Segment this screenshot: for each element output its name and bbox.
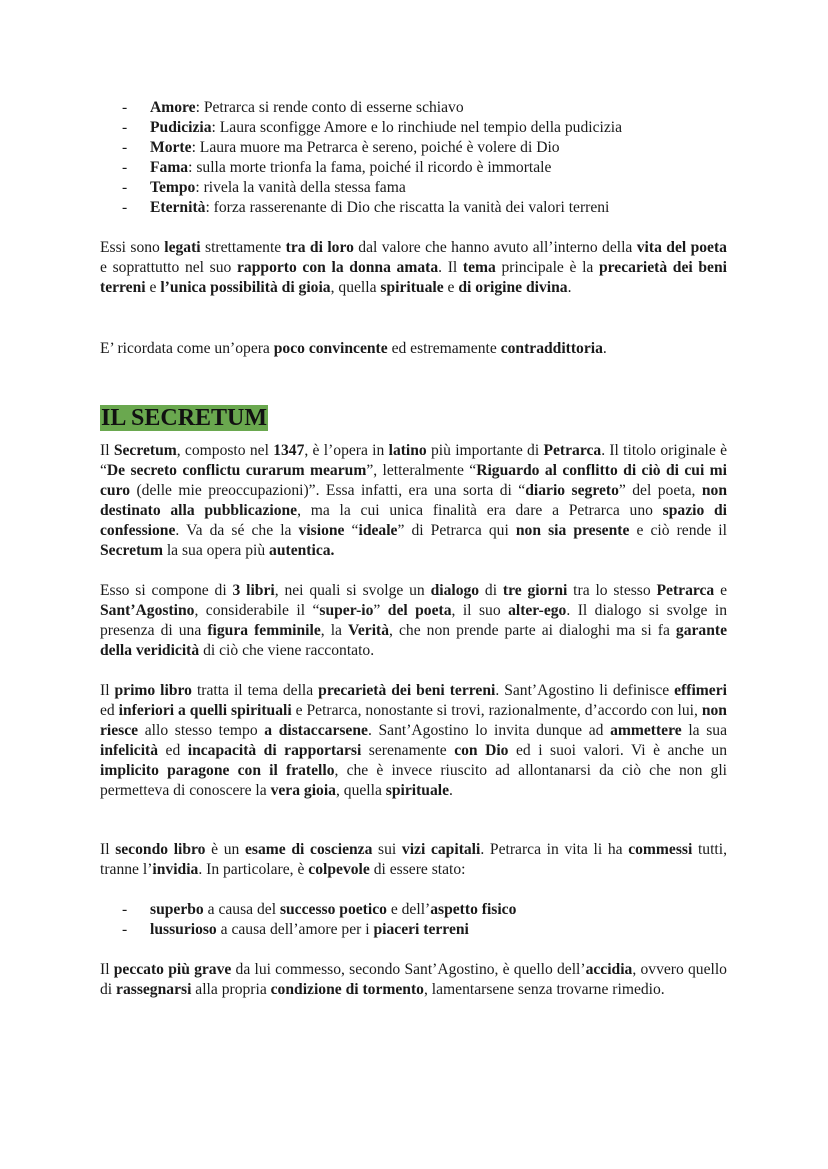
item-term: Amore xyxy=(150,99,196,116)
item-text: : Laura muore ma Petrarca è sereno, poiché è volere di Dio xyxy=(191,139,560,156)
section-heading: IL SECRETUM xyxy=(101,405,268,431)
trionfi-list xyxy=(100,98,740,218)
paragraph-secretum xyxy=(100,441,727,561)
bold-text: latino xyxy=(388,442,427,459)
text-run: . Petrarca in vita li ha xyxy=(480,841,629,858)
list-item xyxy=(100,178,740,198)
text-run: a causa dell’amore per i xyxy=(216,921,374,938)
bold-text: tra di loro xyxy=(285,239,354,256)
bold-text: colpevole xyxy=(308,861,370,878)
item-text xyxy=(150,901,516,918)
bold-text: l’unica possibilità di gioia xyxy=(160,279,331,296)
text-run: , nei quali si svolge un xyxy=(274,582,431,599)
text-run: la sua xyxy=(681,722,728,739)
bold-text: contraddittoria xyxy=(500,340,603,357)
text-run: e Petrarca, nonostante si trovi, razionalmente, d’accordo con lui, xyxy=(291,702,702,719)
list-item xyxy=(100,900,740,920)
bold-text: precarietà dei beni terreni xyxy=(318,682,496,699)
bold-text: rassegnarsi xyxy=(116,981,192,998)
list-item xyxy=(100,158,740,178)
list-item xyxy=(100,198,740,218)
text-run: , ovvero quello di xyxy=(100,961,727,998)
bold-text: alter-ego xyxy=(508,602,567,619)
text-run: Il xyxy=(100,682,115,699)
bold-text: commessi xyxy=(628,841,693,858)
bold-text: superbo xyxy=(150,901,204,918)
text-run: “ xyxy=(344,522,359,539)
text-run: ed xyxy=(158,742,188,759)
text-run: . Sant’Agostino li definisce xyxy=(495,682,675,699)
text-run: Il xyxy=(100,841,116,858)
bold-text: spirituale xyxy=(380,279,444,296)
text-run: e dell’ xyxy=(386,901,431,918)
bullet-dash: - xyxy=(122,139,128,156)
bold-text: poco convincente xyxy=(273,340,388,357)
text-run: da lui commesso, secondo Sant’Agostino, è quello dell’ xyxy=(231,961,586,978)
text-run: . Va da sé che la xyxy=(175,522,299,539)
bold-text: non sia presente xyxy=(515,522,630,539)
text-run: a causa del xyxy=(203,901,280,918)
text-run: allo stesso tempo xyxy=(138,722,265,739)
text-run: Esso si compone di xyxy=(100,582,233,599)
bold-text: ammettere xyxy=(610,722,682,739)
item-term: Eternità xyxy=(150,199,206,216)
bold-text: non destinato alla pubblicazione xyxy=(100,482,727,519)
bullet-dash: - xyxy=(122,921,128,938)
text-run: , quella xyxy=(330,279,381,296)
text-run: ” del poeta, xyxy=(618,482,702,499)
bold-text: super-io xyxy=(319,602,374,619)
bullet-dash: - xyxy=(122,99,128,116)
bold-text: Petrarca xyxy=(656,582,715,599)
text-run: serenamente xyxy=(361,742,455,759)
bullet-dash: - xyxy=(122,119,128,136)
bold-text: vera gioia xyxy=(270,782,336,799)
bold-text: lussurioso xyxy=(150,921,217,938)
text-run: . In particolare, è xyxy=(198,861,309,878)
item-text: : Petrarca si rende conto di esserne schiavo xyxy=(195,99,464,116)
bold-text: dialogo xyxy=(430,582,480,599)
bold-text: Secretum xyxy=(100,542,163,559)
bullet-dash: - xyxy=(122,179,128,196)
text-run: tratta il tema della xyxy=(191,682,319,699)
bold-text: tre giorni xyxy=(502,582,568,599)
bullet-dash: - xyxy=(122,159,128,176)
text-run: . xyxy=(602,340,607,357)
text-run: , lamentarsene senza trovarne rimedio. xyxy=(423,981,665,998)
bold-text: implicito paragone con il fratello xyxy=(100,762,335,779)
bold-text: condizione di tormento xyxy=(270,981,424,998)
bold-text: primo libro xyxy=(114,682,192,699)
text-run: e soprattutto nel suo xyxy=(100,259,237,276)
bold-text: accidia xyxy=(585,961,633,978)
bold-text: legati xyxy=(164,239,201,256)
text-run: . xyxy=(449,782,453,799)
bold-text: vita del poeta xyxy=(636,239,727,256)
bold-text: peccato più grave xyxy=(113,961,232,978)
item-text: : rivela la vanità della stessa fama xyxy=(195,179,406,196)
text-run: Essi sono xyxy=(100,239,165,256)
text-run: di essere stato: xyxy=(369,861,466,878)
bold-text: rapporto con la donna amata xyxy=(237,259,439,276)
paragraph-legati xyxy=(100,238,727,298)
vizi-list xyxy=(100,900,740,940)
bold-text: inferiori a quelli spirituali xyxy=(118,702,292,719)
text-run: e xyxy=(443,279,459,296)
bold-text: con Dio xyxy=(454,742,509,759)
bold-text: Sant’Agostino xyxy=(100,602,195,619)
bold-text: Riguardo al conflitto di ciò di cui mi curo xyxy=(100,462,727,499)
bold-text: di origine divina xyxy=(458,279,568,296)
text-run: ” di Petrarca qui xyxy=(397,522,516,539)
text-run: più importante di xyxy=(426,442,544,459)
bold-text: spazio di confessione xyxy=(100,502,728,539)
text-run: strettamente xyxy=(200,239,286,256)
text-run: alla propria xyxy=(191,981,271,998)
paragraph-primo-libro xyxy=(100,681,727,801)
bold-text: garante della veridicità xyxy=(100,622,728,659)
text-run: Il xyxy=(100,442,114,459)
text-run: , la xyxy=(320,622,349,639)
list-item xyxy=(100,920,740,940)
text-run: e xyxy=(714,582,727,599)
text-run: , composto nel xyxy=(176,442,274,459)
bold-text: incapacità di rapportarsi xyxy=(187,742,362,759)
text-run: principale è la xyxy=(495,259,599,276)
bold-text: De secreto conflictu curarum mearum xyxy=(106,462,367,479)
bold-text: 3 libri xyxy=(232,582,275,599)
item-text xyxy=(150,921,469,938)
text-run: di ciò che viene raccontato. xyxy=(199,642,375,659)
text-run: . Il dialogo si svolge in presenza di una xyxy=(100,602,727,639)
bold-text: figura femminile xyxy=(207,622,321,639)
item-term: Tempo xyxy=(150,179,196,196)
text-run: tra lo stesso xyxy=(567,582,657,599)
bold-text: effimeri xyxy=(674,682,727,699)
item-text: : forza rasserenante di Dio che riscatta la vanità dei valori terreni xyxy=(205,199,610,216)
text-run: ” xyxy=(373,602,388,619)
bold-text: successo poetico xyxy=(279,901,387,918)
bold-text: esame di coscienza xyxy=(245,841,373,858)
text-run: tutti, tranne l’ xyxy=(100,841,727,878)
bold-text: non riesce xyxy=(100,702,727,739)
bold-text: Verità xyxy=(348,622,390,639)
bold-text: precarietà dei beni terreni xyxy=(100,259,727,296)
text-run: (delle mie preoccupazioni)”. Essa infatti, era una sorta di “ xyxy=(130,482,526,499)
text-run: la sua opera più xyxy=(162,542,270,559)
text-run: , considerabile il “ xyxy=(194,602,320,619)
bold-text: spirituale xyxy=(385,782,450,799)
bold-text: visione xyxy=(298,522,345,539)
list-item xyxy=(100,98,740,118)
list-item xyxy=(100,118,740,138)
item-term: Pudicizia xyxy=(150,119,212,136)
paragraph-secondo-libro xyxy=(100,840,727,880)
bold-text: del poeta xyxy=(387,602,452,619)
text-run: , ma la cui unica finalità era dare a Petrarca uno xyxy=(297,502,663,519)
bullet-dash: - xyxy=(122,199,128,216)
text-run: . xyxy=(567,279,572,296)
bold-text: 1347 xyxy=(273,442,305,459)
bold-text: tema xyxy=(462,259,496,276)
bold-text: Petrarca xyxy=(543,442,602,459)
bold-text: secondo libro xyxy=(115,841,206,858)
list-item xyxy=(100,138,740,158)
bold-text: infelicità xyxy=(100,742,159,759)
item-term: Morte xyxy=(150,139,192,156)
text-run: ed estremamente xyxy=(387,340,501,357)
item-term: Fama xyxy=(150,159,189,176)
text-run: , quella xyxy=(335,782,386,799)
paragraph-libri xyxy=(100,581,727,661)
text-run: e xyxy=(145,279,161,296)
text-run: di xyxy=(479,582,503,599)
bullet-dash: - xyxy=(122,901,128,918)
item-text: : Laura sconfigge Amore e lo rinchiude nel tempio della pudicizia xyxy=(211,119,623,136)
bold-text: aspetto fisico xyxy=(430,901,517,918)
item-text: : sulla morte trionfa la fama, poiché il ricordo è immortale xyxy=(188,159,552,176)
paragraph-ricordata xyxy=(100,339,727,359)
text-run: e ciò rende il xyxy=(629,522,727,539)
text-run: sui xyxy=(372,841,402,858)
bold-text: autentica. xyxy=(269,542,335,559)
text-run: , è l’opera in xyxy=(304,442,389,459)
bold-text: a distaccarsene xyxy=(264,722,368,739)
text-run: dal valore che hanno avuto all’interno della xyxy=(353,239,637,256)
text-run: E’ ricordata come un’opera xyxy=(100,340,274,357)
paragraph-accidia xyxy=(100,960,727,1000)
bold-text: piaceri terreni xyxy=(373,921,469,938)
bold-text: invidia xyxy=(152,861,199,878)
text-run: ed i suoi valori. Vi è anche un xyxy=(508,742,727,759)
text-run: ed xyxy=(100,702,119,719)
bold-text: diario segreto xyxy=(525,482,619,499)
text-run: è un xyxy=(205,841,245,858)
bold-text: ideale xyxy=(358,522,398,539)
text-run: , il suo xyxy=(451,602,509,619)
text-run: , che è invece riuscito ad allontanarsi da ciò che non gli permetteva di conoscere la xyxy=(100,762,727,799)
text-run: ”, letteralmente “ xyxy=(366,462,477,479)
text-run: , che non prende parte ai dialoghi ma si fa xyxy=(389,622,676,639)
text-run: . Il xyxy=(438,259,463,276)
text-run: . Il titolo originale è “ xyxy=(100,442,727,479)
bold-text: vizi capitali xyxy=(401,841,481,858)
bold-text: Secretum xyxy=(113,442,177,459)
text-run: . Sant’Agostino lo invita dunque ad xyxy=(367,722,611,739)
text-run: Il xyxy=(100,961,114,978)
